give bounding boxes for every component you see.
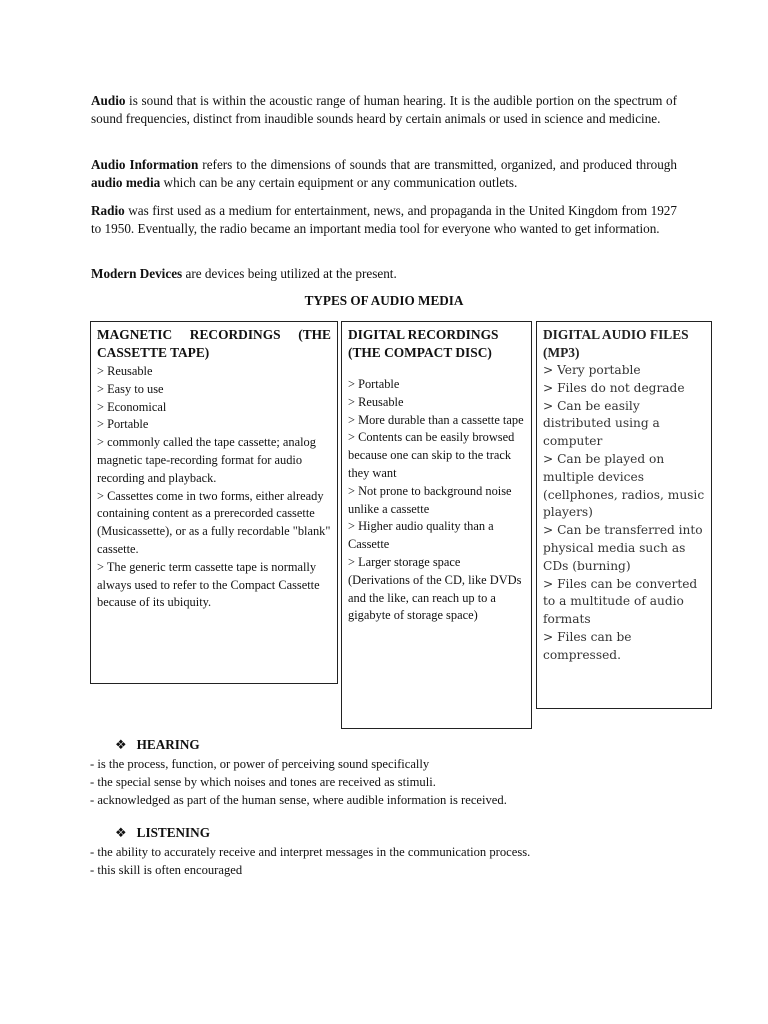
box-title: DIGITAL RECORDINGS (THE COMPACT DISC) (348, 327, 499, 360)
diamond-bullet-icon: ❖ (115, 738, 127, 753)
listening-list (90, 843, 690, 879)
list-item: > Contents can be easily browsed because one can skip to the track they want (348, 430, 515, 480)
list-item: > Reusable (97, 364, 153, 378)
box-items (97, 363, 331, 612)
list-item: - this skill is often encouraged (90, 863, 243, 877)
digital-recordings-box (341, 321, 532, 729)
audio-definition-text: is sound that is within the acoustic range of human hearing. It is the audible portion on the spectrum of sound frequencies, distinct from inaudible sounds heard by certain animals or used in science and medicine. (91, 93, 677, 126)
list-item: > Can be played on multiple devices (cellphones, radios, music players) (543, 451, 705, 520)
audio-definition (91, 92, 677, 128)
term-modern-devices: Modern Devices (91, 266, 183, 281)
hearing-section (90, 736, 690, 809)
list-item: > Cassettes come in two forms, either already containing content as a prerecorded cassette (Musicassette), or as a fully recordable "blank" cassette. (97, 488, 331, 556)
list-item: > The generic term cassette tape is normally always used to refer to the Compact Cassette because of its ubiquity. (97, 559, 320, 610)
types-heading: TYPES OF AUDIO MEDIA (304, 293, 464, 308)
term-radio: Radio (91, 203, 125, 218)
hearing-title: HEARING (136, 737, 200, 752)
box-items (348, 376, 525, 625)
audio-information-text-1: refers to the dimensions of sounds that are transmitted, organized, and produced through (198, 157, 677, 172)
list-item: > Files do not degrade (543, 380, 685, 395)
list-item: - is the process, function, or power of perceiving sound specifically (90, 757, 430, 771)
list-item: > Files can be compressed. (543, 629, 632, 662)
list-item: - the ability to accurately receive and interpret messages in the communication process. (90, 845, 531, 859)
list-item: > Files can be converted to a multitude of audio formats (543, 576, 698, 627)
list-item: > Easy to use (97, 381, 164, 396)
modern-devices-text: are devices being utilized at the present. (182, 266, 397, 281)
list-item: > Economical (97, 399, 167, 414)
digital-audio-files-box (536, 321, 712, 709)
term-audio-information: Audio Information (91, 157, 199, 172)
magnetic-recordings-box (90, 321, 338, 684)
listening-section (90, 824, 690, 879)
list-item: > Can be transferred into physical media such as CDs (burning) (543, 523, 703, 573)
list-item: > Portable (97, 417, 149, 432)
list-item: > Not prone to background noise unlike a cassette (348, 483, 512, 516)
audio-information-definition (91, 156, 677, 192)
list-item: > Larger storage space (Derivations of the CD, like DVDs and the like, can reach up to a gigabyte of storage space) (348, 554, 522, 623)
box-title: MAGNETIC RECORDINGS (THE CASSETTE TAPE) (97, 327, 331, 360)
radio-definition-text: was first used as a medium for entertainment, news, and propaganda in the United Kingdom from 1927 to 1950. Eventually, the radio became an important media tool for everyone who wanted to get information. (91, 203, 677, 236)
list-item: > More durable than a cassette tape (348, 412, 524, 427)
section-title (90, 736, 690, 755)
list-item: > Reusable (348, 394, 404, 409)
box-title: DIGITAL AUDIO FILES (MP3) (543, 327, 689, 360)
hearing-list (90, 755, 690, 809)
listening-title: LISTENING (136, 825, 210, 840)
audio-information-text-2: which can be any certain equipment or any communication outlets. (160, 175, 518, 190)
list-item: > Very portable (543, 363, 641, 377)
modern-devices-definition (91, 265, 677, 283)
list-item: > commonly called the tape cassette; analog magnetic tape-recording format for audio recording and playback. (97, 435, 316, 485)
term-audio: Audio (91, 93, 126, 108)
list-item: > Portable (348, 377, 400, 391)
list-item: - acknowledged as part of the human sense, where audible information is received. (90, 793, 507, 807)
diamond-bullet-icon: ❖ (115, 826, 127, 841)
term-audio-media: audio media (91, 175, 161, 190)
section-title (90, 824, 690, 843)
radio-definition (91, 202, 677, 238)
box-items (543, 362, 705, 665)
list-item: - the special sense by which noises and tones are received as stimuli. (90, 775, 436, 789)
list-item: > Can be easily distributed using a computer (543, 398, 660, 449)
list-item: > Higher audio quality than a Cassette (348, 519, 494, 552)
